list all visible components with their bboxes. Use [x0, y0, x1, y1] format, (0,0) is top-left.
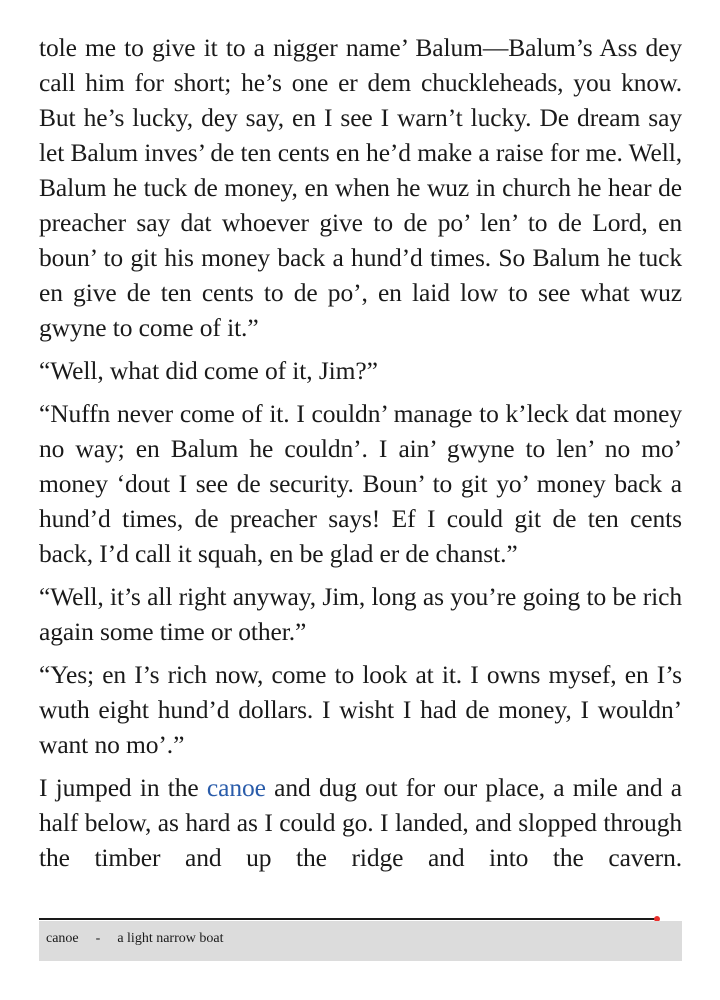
- paragraph: “Nuffn never come of it. I couldn’ manage to k’leck dat money no way; en Balum he couldn’. I ain’ gwyne to len’ no mo’ money ‘dout I see de security. Boun’ to git yo’ money back a hund’d times, de preacher says! Ef I could git de ten cents back, I’d call it squah, en be glad er de chanst.”: [39, 399, 682, 568]
- paragraph: [39, 770, 682, 875]
- paragraph: “Yes; en I’s rich now, come to look at it. I owns mysef, en I’s wuth eight hund’d dollars. I wisht I had de money, I wouldn’ want no mo’.”: [39, 660, 682, 759]
- glossary-footnote: [39, 921, 682, 961]
- glossary-link-canoe[interactable]: canoe: [206, 773, 266, 802]
- paragraph-text-after-link: and dug out for our place, a mile and a half below, as hard as I could go. I landed, and slopped through the timber and up the ridge and into the cavern.: [39, 773, 682, 872]
- glossary-separator: -: [95, 931, 101, 946]
- glossary-term: canoe: [46, 931, 79, 946]
- paragraph: “Well, it’s all right anyway, Jim, long as you’re going to be rich again some time or other.”: [39, 582, 682, 646]
- reading-progress-bar[interactable]: [39, 918, 659, 920]
- paragraph: “Well, what did come of it, Jim?”: [39, 356, 378, 385]
- paragraph: tole me to give it to a nigger name’ Balum—Balum’s Ass dey call him for short; he’s one er dem chuckleheads, you know. But he’s lucky, dey say, en I see I warn’t lucky. De dream say let Balum inves’ de ten cents en he’d make a raise for me. Well, Balum he tuck de money, en when he wuz in church he hear de preacher say dat whoever give to de po’ len’ to de Lord, en boun’ to git his money back a hund’d times. So Balum he tuck en give de ten cents to de po’, en laid low to see what wuz gwyne to come of it.”: [39, 33, 682, 342]
- book-page-text: [39, 30, 682, 883]
- paragraph-text-before-link: I jumped in the: [39, 773, 207, 802]
- glossary-definition: a light narrow boat: [117, 931, 224, 946]
